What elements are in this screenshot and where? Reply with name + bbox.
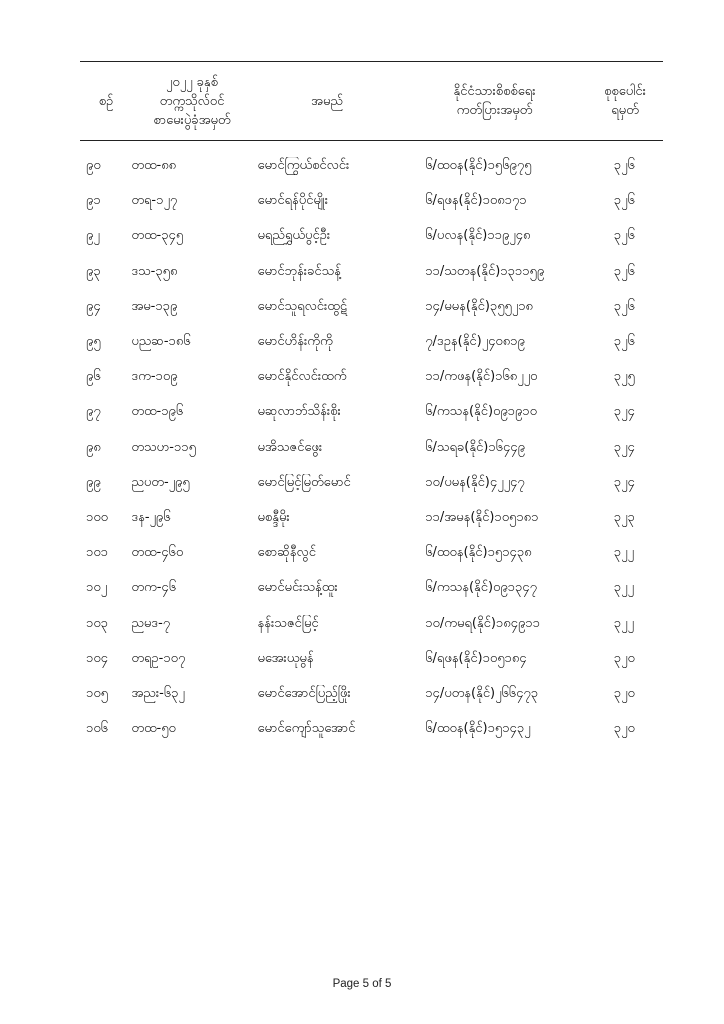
cell-roll-number: ဒန-၂၉၆ <box>131 509 171 525</box>
cell-no: ၁၀၃ <box>86 615 108 631</box>
cell-nrc: ၁၁/အမန(နိုင်)၁၀၅၁၈၁ <box>425 509 539 525</box>
cell-roll-number: အညး-၆၃၂ <box>131 685 185 701</box>
table-row <box>80 536 663 571</box>
cell-nrc: ၁၁/ကဖန(နိုင်)၁၆၈၂၂၀ <box>425 369 538 385</box>
cell-name: မောင်မင်းသန့်ထူး <box>257 580 338 596</box>
cell-no: ၁၀၅ <box>86 685 108 701</box>
table-row <box>80 255 663 290</box>
cell-roll-number: တထ-၄၆၀ <box>131 545 184 561</box>
table-body <box>80 141 663 747</box>
cell-total-marks: ၃၂၄ <box>613 404 635 420</box>
cell-name: မရည်ရွှယ်ပွင့်ဦး <box>257 228 331 244</box>
table-row <box>80 501 663 536</box>
table-header <box>80 62 663 141</box>
cell-name: မောင်မြင့်မြတ်မောင် <box>257 474 351 490</box>
cell-nrc: ၆/ထဝန(နိုင်)၁၅၆၉၇၅ <box>425 158 532 174</box>
cell-total-marks: ၃၂၆ <box>613 193 635 209</box>
cell-nrc: ၁၁/သတန(နိုင်)၁၃၁၁၅၉ <box>425 263 545 279</box>
cell-nrc: ၁၄/မမန(နိုင်)၃၅၅၂၁၈ <box>425 298 533 314</box>
cell-nrc: ၁၀/ကမရ(နိုင်)၁၈၄၉၁၁ <box>425 615 540 631</box>
cell-roll-number: ဒသ-၃၅၈ <box>131 263 178 279</box>
table-row <box>80 571 663 606</box>
header-total-marks: စုစုပေါင်း ရမှတ် <box>604 84 646 118</box>
cell-nrc: ၁၀/ပမန(နိုင်)၄၂၂၄၇ <box>425 474 525 490</box>
cell-no: ၁၀၄ <box>86 650 108 666</box>
page-number: Page 5 of 5 <box>332 978 392 990</box>
cell-no: ၉၅ <box>86 334 101 350</box>
cell-no: ၉၉ <box>86 474 101 490</box>
cell-name: မဆုလာဘ်သိန်းစိုး <box>257 404 341 420</box>
cell-total-marks: ၃၂၀ <box>613 685 635 701</box>
cell-no: ၉၄ <box>86 298 101 314</box>
cell-roll-number: ညပတ-၂၉၅ <box>131 474 190 490</box>
cell-nrc: ၆/ရဖန(နိုင်)၁၀၈၁၇၁ <box>425 193 527 209</box>
cell-roll-number: တထ-၅၀ <box>131 721 176 737</box>
cell-roll-number: တရဥ-၁၀၇ <box>131 650 186 666</box>
cell-no: ၁၀၂ <box>86 580 108 596</box>
cell-no: ၉၆ <box>86 369 101 385</box>
cell-nrc: ၆/ကသန(နိုင်)၀၉၁၃၄၇ <box>425 580 537 596</box>
cell-nrc: ၆/ထဝန(နိုင်)၁၅၁၄၃၂ <box>425 721 531 737</box>
cell-roll-number: တထ-၈၈ <box>131 158 177 174</box>
cell-total-marks: ၃၂၃ <box>613 509 635 525</box>
cell-roll-number: တရ-၁၂၇ <box>131 193 178 209</box>
table-row <box>80 219 663 254</box>
cell-name: မောင်အောင်ပြည့်ဖြိုး <box>257 685 351 701</box>
cell-name: နန်းသဇင်မြင့် <box>257 615 319 631</box>
cell-total-marks: ၃၂၀ <box>613 721 635 737</box>
header-name: အမည် <box>311 93 343 109</box>
cell-roll-number: တသဟ-၁၁၅ <box>131 439 196 455</box>
cell-total-marks: ၃၂၄ <box>613 439 635 455</box>
cell-name: မောင်ဟိန်းကိုကို <box>257 334 333 350</box>
header-no: စဉ် <box>98 93 114 109</box>
cell-total-marks: ၃၂၆ <box>613 158 635 174</box>
cell-nrc: ၆/ရဖန(နိုင်)၁၀၅၁၈၄ <box>425 650 527 666</box>
cell-roll-number: အမ-၁၃၉ <box>131 298 178 314</box>
cell-name: မစန္ဒီမိုး <box>257 509 290 525</box>
cell-name: မအေးယုမွန် <box>257 650 314 666</box>
cell-roll-number: ပညဆ-၁၈၆ <box>131 334 191 350</box>
cell-total-marks: ၃၂၄ <box>613 474 635 490</box>
cell-nrc: ၆/ပလန(နိုင်)၁၁၉၂၄၈ <box>425 228 531 244</box>
cell-total-marks: ၃၂၂ <box>613 580 634 596</box>
cell-name: မောင်ရန်ပိုင်မျိုး <box>257 193 329 209</box>
table-row <box>80 431 663 466</box>
cell-total-marks: ၃၂၆ <box>613 298 635 314</box>
cell-total-marks: ၃၂၀ <box>613 650 635 666</box>
cell-roll-number: တထ-၃၄၅ <box>131 228 184 244</box>
table-row <box>80 149 663 184</box>
cell-no: ၉၁ <box>86 193 101 209</box>
cell-total-marks: ၃၂၅ <box>613 369 635 385</box>
table-row <box>80 606 663 641</box>
table-row <box>80 290 663 325</box>
cell-no: ၉၀ <box>86 158 101 174</box>
cell-roll-number: တထ-၁၉၆ <box>131 404 184 420</box>
cell-name: မအိသဇင်ဖွေး <box>257 439 323 455</box>
table-row <box>80 360 663 395</box>
cell-name: မောင်ကျော်သူအောင် <box>257 721 356 737</box>
table-row <box>80 466 663 501</box>
cell-name: မောင်ကြွယ်စင်လင်း <box>257 158 350 174</box>
cell-total-marks: ၃၂၆ <box>613 334 635 350</box>
table-row <box>80 184 663 219</box>
cell-nrc: ၇/ဒဥန(နိုင်)၂၄၀၈၁၉ <box>425 334 525 350</box>
cell-nrc: ၁၄/ပတန(နိုင်)၂၆၆၄၇၃ <box>425 685 539 701</box>
cell-no: ၉၇ <box>86 404 101 420</box>
cell-no: ၁၀၁ <box>86 545 108 561</box>
cell-total-marks: ၃၂၆ <box>613 263 635 279</box>
table-row <box>80 395 663 430</box>
cell-total-marks: ၃၂၂ <box>613 615 634 631</box>
cell-no: ၁၀၀ <box>86 509 108 525</box>
table-row <box>80 642 663 677</box>
cell-total-marks: ၃၂၆ <box>613 228 635 244</box>
results-table <box>80 61 663 747</box>
cell-no: ၉၃ <box>86 263 101 279</box>
cell-nrc: ၆/ထဝန(နိုင်)၁၅၁၄၃၈ <box>425 545 532 561</box>
cell-no: ၉၈ <box>86 439 101 455</box>
cell-total-marks: ၃၂၂ <box>613 545 634 561</box>
cell-name: စောဆိုနီလွင် <box>257 545 316 561</box>
cell-no: ၉၂ <box>86 228 100 244</box>
table-row <box>80 677 663 712</box>
cell-nrc: ၆/သရခ(နိုင်)၁၆၄၄၉ <box>425 439 525 455</box>
cell-roll-number: တက-၄၆ <box>131 580 177 596</box>
cell-roll-number: ဒက-၁၀၉ <box>131 369 178 385</box>
header-nrc: နိုင်ငံသားစိစစ်ရေး ကတ်ပြားအမှတ် <box>453 84 536 118</box>
header-roll-number: ၂၀၂၂ ခုနှစ် တက္ကသိုလ်ဝင် စာမေးပွဲခုံအမှတ် <box>153 74 231 128</box>
cell-name: မောင်နိုင်လင်းထက် <box>257 369 347 385</box>
cell-name: မောင်သူရလင်းထွဋ် <box>257 298 348 314</box>
cell-nrc: ၆/ကသန(နိုင်)၀၉၁၉၁၀ <box>425 404 537 420</box>
cell-name: မောင်ဘုန်းခင်သန့် <box>257 263 341 279</box>
cell-no: ၁၀၆ <box>86 721 108 737</box>
table-row <box>80 325 663 360</box>
table-row <box>80 712 663 747</box>
cell-roll-number: ညမဒ-၇ <box>131 615 171 631</box>
